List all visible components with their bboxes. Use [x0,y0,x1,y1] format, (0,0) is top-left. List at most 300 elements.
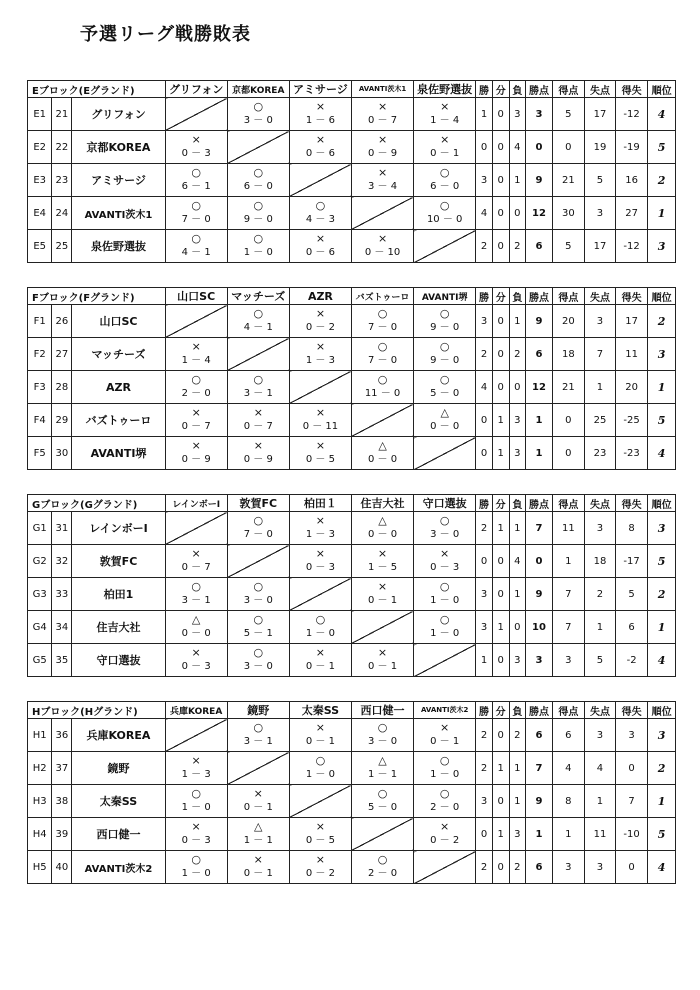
block-table [27,287,676,470]
match-result [351,230,413,263]
opponent-header: AZR [289,288,351,305]
result-cell [228,818,289,850]
result-cell [414,752,475,784]
result-cell [352,230,413,262]
team-name: 山口SC [72,305,165,338]
team-row [28,131,676,164]
match-result [227,785,289,818]
rank-value: 4 [648,851,676,884]
stat-header: 負 [509,288,526,305]
result-score: 0 － 1 [430,148,460,159]
result-mark: ○ [377,373,388,386]
stat-value: 3 [584,719,615,752]
result-mark: × [315,439,326,452]
team-row [28,611,676,644]
opponent-header: AVANTI茨木2 [414,702,476,719]
stat-value: 4 [476,371,493,404]
block-table [27,701,676,884]
rank-value: 1 [648,611,676,644]
team-name: グリフォン [72,98,165,131]
result-cell [290,338,351,370]
result-score: 0 － 1 [243,868,273,879]
result-score: 5 － 0 [430,388,460,399]
result-cell [414,818,475,850]
stat-value: 0 [492,719,509,752]
result-mark: × [253,439,263,452]
stat-value: 0 [509,197,526,230]
team-code: E1 [28,98,52,131]
stat-value: 6 [526,719,553,752]
result-score: 3 － 0 [430,529,460,540]
stat-value: 1 [552,545,584,578]
result-score: 0 － 9 [368,148,398,159]
opponent-header: 敦賀FC [227,495,289,512]
stat-value: 7 [552,578,584,611]
result-score: 0 － 1 [305,661,335,672]
stat-value: 1 [492,611,509,644]
result-cell [290,230,351,262]
stat-value: 4 [509,545,526,578]
result-cell [352,719,413,751]
result-cell [166,578,227,610]
stat-value: 3 [552,644,584,677]
match-result [165,437,227,470]
stat-value: 1 [526,404,553,437]
stat-header: 勝点 [526,288,553,305]
result-score: 0 － 5 [305,835,335,846]
result-cell [352,164,413,196]
stat-header: 順位 [648,288,676,305]
result-score: 6 － 0 [430,181,460,192]
result-score: 4 － 1 [243,322,273,333]
result-score: 5 － 0 [367,802,398,813]
result-mark: × [440,547,450,560]
result-cell [414,98,475,130]
stat-value: 8 [616,512,648,545]
stat-value: 9 [526,164,553,197]
stat-value: 3 [584,851,615,884]
stat-value: 30 [552,197,584,230]
match-result [289,545,351,578]
match-result [165,338,227,371]
stat-value: 11 [584,818,615,851]
result-score: 7 － 0 [181,214,211,225]
match-result [414,98,476,131]
team-name: 住吉大社 [72,611,165,644]
stat-value: -12 [616,98,648,131]
stat-value: -10 [616,818,648,851]
opponent-header: 山口SC [165,288,227,305]
stat-value: 21 [552,164,584,197]
match-result [289,851,351,884]
result-score: 0 － 3 [305,562,335,573]
opponent-header: 守口選抜 [414,495,476,512]
team-code: G3 [28,578,52,611]
stat-value: 0 [492,785,509,818]
opponent-header: グリフォン [165,81,227,98]
stat-value: 3 [616,719,648,752]
result-score: 3 － 0 [243,661,273,672]
team-number: 31 [52,512,72,545]
self-match-diagonal [289,371,351,404]
team-row [28,644,676,677]
stat-header: 分 [492,702,509,719]
opponent-header: 京都KOREA [227,81,289,98]
match-result [414,131,476,164]
result-score: 1 － 5 [367,562,398,573]
stat-value: 6 [526,851,553,884]
result-cell [352,512,413,544]
result-score: 1 － 0 [430,628,460,639]
self-match-diagonal [227,545,289,578]
stat-value: 10 [526,611,553,644]
stat-header: 分 [492,81,509,98]
result-cell [414,338,475,370]
result-cell [166,644,227,676]
result-score: 0 － 9 [181,454,211,465]
result-mark: ○ [191,580,201,593]
result-cell [414,305,475,337]
result-cell [228,785,289,817]
match-result [351,719,413,752]
stat-value: 5 [584,164,615,197]
match-result [351,371,413,404]
block-table [27,494,676,677]
team-row [28,545,676,578]
team-name: レインボーⅠ [72,512,165,545]
match-result [227,230,289,263]
result-mark: ○ [315,754,326,767]
result-mark: × [440,100,450,113]
opponent-header: 兵庫KOREA [165,702,227,719]
team-code: G5 [28,644,52,677]
result-mark: ○ [191,787,201,800]
stat-value: 2 [476,851,493,884]
team-row [28,305,676,338]
match-result [289,338,351,371]
match-result [227,164,289,197]
stat-value: 3 [509,98,526,131]
stat-value: -17 [616,545,648,578]
header-row [28,495,676,512]
match-result [227,644,289,677]
result-mark: ○ [253,514,264,527]
match-result [351,338,413,371]
match-result [289,437,351,470]
stat-value: 8 [552,785,584,818]
match-result [227,611,289,644]
result-cell [166,230,227,262]
result-mark: × [191,340,201,353]
stat-header: 失点 [584,495,615,512]
match-result [289,404,351,437]
result-mark: × [253,853,263,866]
self-match-diagonal [289,785,351,818]
team-row [28,851,676,884]
rank-value: 4 [648,98,676,131]
match-result [227,851,289,884]
stat-value: 1 [509,578,526,611]
result-cell [228,164,289,196]
team-name: 鏡野 [72,752,165,785]
stat-value: 0 [552,404,584,437]
result-cell [414,785,475,817]
rank-value: 2 [648,578,676,611]
result-score: 1 － 0 [430,595,460,606]
stat-value: 6 [552,719,584,752]
result-mark: ○ [439,787,450,800]
result-mark: ○ [439,166,450,179]
result-score: 0 － 1 [305,736,335,747]
result-mark: × [377,232,388,245]
result-score: 2 － 0 [367,868,398,879]
result-cell [166,545,227,577]
stat-value: 1 [492,404,509,437]
rank-value: 4 [648,644,676,677]
stat-value: 1 [509,752,526,785]
stat-header: 失点 [584,81,615,98]
self-match-diagonal [351,611,413,644]
rank-value: 2 [648,752,676,785]
team-name: 柏田1 [72,578,165,611]
team-number: 37 [52,752,72,785]
match-result [165,644,227,677]
match-result [351,305,413,338]
match-result [289,98,351,131]
stat-value: 0 [492,131,509,164]
stat-value: 1 [509,164,526,197]
match-result [165,611,227,644]
result-cell [290,752,351,784]
result-mark: △ [378,514,387,527]
rank-value: 5 [648,404,676,437]
result-mark: × [377,547,388,560]
result-cell [290,545,351,577]
result-mark: ○ [191,232,201,245]
stat-value: 3 [526,98,553,131]
team-number: 25 [52,230,72,263]
team-row [28,98,676,131]
stat-value: 2 [476,512,493,545]
result-score: 10 － 0 [426,214,463,225]
result-cell [414,404,475,436]
stat-value: 7 [526,752,553,785]
result-mark: ○ [315,613,326,626]
team-number: 21 [52,98,72,131]
team-name: AZR [72,371,165,404]
team-number: 32 [52,545,72,578]
team-row [28,338,676,371]
stat-value: 3 [509,404,526,437]
result-score: 0 － 3 [181,148,211,159]
result-mark: ○ [253,721,264,734]
match-result [165,752,227,785]
team-number: 29 [52,404,72,437]
team-code: F1 [28,305,52,338]
result-cell [290,404,351,436]
match-result [165,230,227,263]
result-mark: △ [254,820,263,833]
result-score: 1 － 0 [305,769,335,780]
team-name: 守口選抜 [72,644,165,677]
result-cell [228,230,289,262]
block-label: Eブロック(Eグランド) [28,81,166,98]
match-result [227,98,289,131]
stat-header: 勝 [476,495,493,512]
result-mark: × [377,133,388,146]
result-cell [228,611,289,643]
match-result [414,719,476,752]
result-mark: ○ [191,853,201,866]
stat-value: 0 [616,752,648,785]
self-match-diagonal [414,644,476,677]
team-code: H5 [28,851,52,884]
stat-value: 4 [552,752,584,785]
stat-value: 0 [476,818,493,851]
result-cell [352,437,413,469]
result-cell [228,512,289,544]
rank-value: 1 [648,371,676,404]
result-score: 6 － 1 [181,181,211,192]
rank-value: 3 [648,512,676,545]
result-score: 1 － 0 [430,769,460,780]
result-mark: × [440,820,450,833]
result-score: 1 － 0 [181,802,211,813]
match-result [165,131,227,164]
self-match-diagonal [289,578,351,611]
stat-value: 1 [526,437,553,470]
stat-header: 勝 [476,81,493,98]
result-mark: ○ [377,307,388,320]
result-mark: × [191,646,201,659]
match-result [414,164,476,197]
stat-header: 得点 [552,495,584,512]
self-match-diagonal [227,338,289,371]
stat-value: 17 [584,98,615,131]
match-result [289,818,351,851]
result-mark: × [253,406,263,419]
stat-value: 17 [616,305,648,338]
result-mark: ○ [253,646,264,659]
match-result [351,98,413,131]
stat-value: -19 [616,131,648,164]
result-score: 1 － 6 [305,115,335,126]
match-result [414,371,476,404]
result-mark: × [191,406,201,419]
opponent-header: 太秦SS [289,702,351,719]
result-cell [290,197,351,229]
team-row [28,512,676,545]
result-score: 1 － 0 [243,247,273,258]
result-mark: ○ [439,580,450,593]
opponent-header: マッチーズ [227,288,289,305]
stat-value: 3 [509,437,526,470]
result-score: 0 － 6 [305,148,335,159]
stat-value: 5 [584,644,615,677]
result-score: 0 － 1 [243,802,273,813]
team-name: バズトゥーロ [72,404,165,437]
result-mark: × [315,514,326,527]
team-number: 30 [52,437,72,470]
match-result [289,305,351,338]
stat-value: 0 [492,851,509,884]
match-result [414,752,476,785]
result-cell [290,437,351,469]
stat-value: 0 [509,611,526,644]
result-mark: ○ [439,307,450,320]
result-mark: × [315,406,326,419]
match-result [351,752,413,785]
stat-value: 12 [526,371,553,404]
result-cell [352,752,413,784]
team-number: 23 [52,164,72,197]
result-mark: ○ [439,754,450,767]
match-result [165,197,227,230]
stat-value: 4 [476,197,493,230]
match-result [414,545,476,578]
self-match-diagonal [414,437,476,470]
stat-value: 6 [616,611,648,644]
stat-value: 9 [526,578,553,611]
result-cell [414,512,475,544]
stat-value: 1 [584,611,615,644]
team-row [28,164,676,197]
self-match-diagonal [414,851,476,884]
result-score: 1 － 4 [430,115,460,126]
result-mark: × [315,853,326,866]
result-cell [352,131,413,163]
result-cell [166,131,227,163]
stat-value: 5 [552,98,584,131]
result-cell [228,371,289,403]
result-cell [228,578,289,610]
stat-value: 0 [509,371,526,404]
match-result [414,305,476,338]
team-row [28,404,676,437]
match-result [351,164,413,197]
result-cell [166,164,227,196]
result-cell [352,371,413,403]
result-mark: ○ [439,613,450,626]
stat-value: 18 [552,338,584,371]
team-number: 26 [52,305,72,338]
team-number: 22 [52,131,72,164]
team-code: F3 [28,371,52,404]
match-result [227,578,289,611]
stat-value: 0 [616,851,648,884]
team-name: 兵庫KOREA [72,719,165,752]
stat-value: 16 [616,164,648,197]
result-score: 1 － 3 [305,355,335,366]
stat-value: 3 [476,611,493,644]
match-result [351,131,413,164]
result-score: 0 － 2 [430,835,460,846]
stat-value: 0 [526,131,553,164]
stat-value: 2 [584,578,615,611]
result-cell [352,578,413,610]
stat-value: 3 [476,164,493,197]
match-result [227,305,289,338]
result-score: 5 － 1 [243,628,273,639]
stat-value: 1 [492,512,509,545]
stat-value: 0 [476,437,493,470]
result-score: 2 － 0 [430,802,460,813]
result-mark: ○ [253,580,264,593]
stat-value: 9 [526,785,553,818]
result-mark: × [377,166,388,179]
stat-value: 19 [584,131,615,164]
self-match-diagonal [165,512,227,545]
